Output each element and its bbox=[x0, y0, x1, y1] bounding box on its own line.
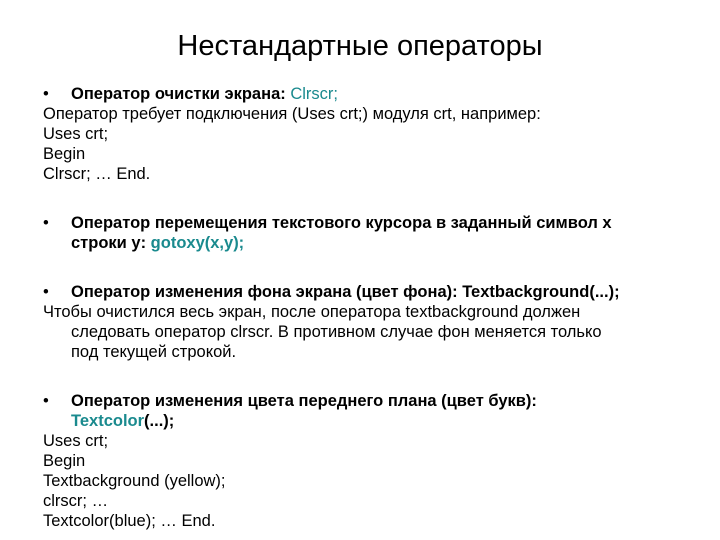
textcolor-line-2: Begin bbox=[43, 452, 86, 470]
bullet-dot: • bbox=[43, 214, 49, 232]
spacer bbox=[43, 362, 703, 391]
textcolor-line-4: clrscr; … bbox=[43, 492, 109, 510]
textcolor-label: Оператор изменения цвета переднего плана (цвет букв): bbox=[71, 392, 537, 410]
clrscr-label: Оператор очистки экрана: bbox=[71, 85, 286, 103]
bullet-dot: • bbox=[43, 283, 49, 301]
textcolor-line-3: Textbackground (yellow); bbox=[43, 472, 226, 490]
textcolor-line-5: Textcolor(blue); … End. bbox=[43, 512, 216, 530]
bullet-dot: • bbox=[43, 85, 49, 103]
spacer bbox=[43, 184, 703, 213]
spacer bbox=[43, 253, 703, 282]
clrscr-line-4: Clrscr; … End. bbox=[43, 165, 151, 183]
textbackground-note-2: следовать оператор clrscr. В противном случае фон меняется только bbox=[71, 323, 602, 341]
bullet-textcolor bbox=[43, 391, 703, 411]
textcolor-code-line bbox=[43, 411, 703, 431]
slide-body bbox=[43, 84, 703, 531]
gotoxy-code: gotoxy(x,y); bbox=[150, 234, 245, 252]
textcolor-line-1: Uses crt; bbox=[43, 432, 109, 450]
textcolor-code-args: (...); bbox=[144, 412, 175, 430]
bullet-clrscr bbox=[43, 84, 703, 104]
clrscr-line-3: Begin bbox=[43, 145, 86, 163]
textbackground-note-1: Чтобы очистился весь экран, после оператора textbackground должен bbox=[43, 303, 581, 321]
clrscr-line-2: Uses crt; bbox=[43, 125, 109, 143]
gotoxy-label-line1: Оператор перемещения текстового курсора в заданный символ x bbox=[71, 214, 612, 232]
bullet-textbackground bbox=[43, 282, 703, 302]
slide-title: Нестандартные операторы bbox=[177, 30, 543, 62]
gotoxy-line2 bbox=[43, 233, 703, 253]
textbackground-label: Оператор изменения фона экрана (цвет фона): Textbackground(...); bbox=[71, 283, 620, 301]
bullet-gotoxy bbox=[43, 213, 703, 233]
gotoxy-label-line2: строки y: bbox=[71, 234, 147, 252]
clrscr-line-1: Оператор требует подключения (Uses crt;) модуля crt, например: bbox=[43, 105, 541, 123]
textcolor-code-name: Textcolor bbox=[71, 412, 145, 430]
clrscr-code: Clrscr; bbox=[290, 85, 338, 103]
textbackground-note-3: под текущей строкой. bbox=[71, 343, 237, 361]
bullet-dot: • bbox=[43, 392, 49, 410]
